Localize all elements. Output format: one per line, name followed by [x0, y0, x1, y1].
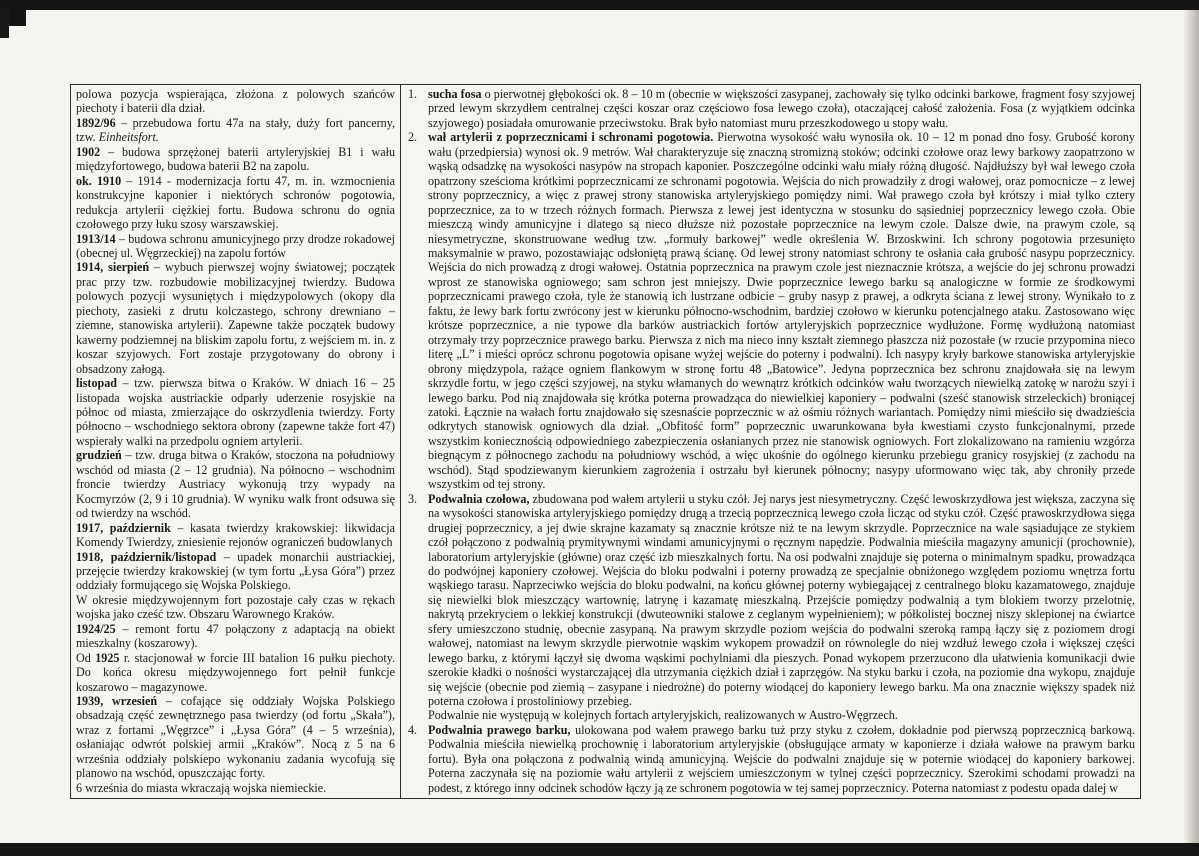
- numbered-item: [408, 130, 1135, 491]
- numbered-item: [408, 492, 1135, 723]
- scan-artifact-left-edge: [0, 8, 9, 38]
- scan-artifact-bottom-edge: [0, 843, 1199, 856]
- text-segment: Od: [76, 650, 96, 665]
- text-segment: 1917, październik: [76, 520, 171, 535]
- timeline-paragraph: [76, 694, 395, 781]
- timeline-paragraph: [76, 260, 395, 376]
- text-segment: r. stacjonował w forcie III batalion 16 pułku piechoty. Do końca okresu międzywojennego fort pełnił funkcje koszarowo – magazynowe.: [76, 650, 395, 694]
- item-paragraph: [428, 130, 1135, 491]
- text-segment: – cofające się oddziały Wojska Polskiego obsadzają część zewnętrznego pasa twierdzy (od fortu „Skała”), wraz z fortami „Węgrzce” i „Łysa Góra” (4 – 5 września), osłaniając odwrót polskiej armii „Kraków”. Nocą z 5 na 6 września oddziały polskiepo wykonaniu zadania wycofują się planowo na wschód, opuszczając forty.: [76, 694, 395, 781]
- text-segment: 1939, wrzesień: [76, 694, 158, 709]
- text-segment: 1918, październik/listopad: [76, 549, 217, 564]
- text-segment: – tzw. pierwsza bitwa o Kraków. W dniach 16 – 25 listopada wojska austriackie odparły uderzenie rosyjskie na północ od miasta, zmierzające do oskrzydlenia twierdzy. Forty północno – wschodniego sektora obrony (zapewne także fort 47) wspierały walki na przedpolu ogniem artylerii.: [76, 376, 395, 448]
- timeline-paragraph: [76, 145, 395, 174]
- text-segment: listopad: [76, 376, 117, 391]
- timeline-paragraph: [76, 232, 395, 261]
- text-segment: W okresie międzywojennym fort pozostaje cały czas w rękach wojska jako cześć tzw. Obszaru Warownego Kraków.: [76, 592, 395, 622]
- document-table: [70, 84, 1141, 799]
- text-segment: – 1914 - modernizacja fortu 47, m. in. wzmocnienia konstrukcyjne kaponier i niektórych schronów pogotowia, redukcja artylerii ciężkiej fortu. Budowa schronu do ognia czołowego przy łuku szosy warszawskiej.: [76, 173, 395, 232]
- timeline-paragraph: [76, 622, 395, 651]
- timeline-paragraph: [76, 521, 395, 550]
- item-body: [428, 492, 1135, 723]
- text-segment: Podwalnia prawego barku,: [428, 722, 571, 737]
- item-body: [428, 130, 1135, 491]
- text-segment: – upadek monarchii austriackiej, przejęcie twierdzy krakowskiej (w tym fortu „Łysa Góra”) przez oddziały formującego się Wojska Polskiego.: [76, 549, 395, 593]
- timeline-paragraph: [76, 87, 395, 116]
- text-segment: – przebudowa fortu 47a na stały, duży fort pancerny, tzw.: [76, 115, 395, 145]
- timeline-paragraph: [76, 593, 395, 622]
- timeline-paragraph: [76, 781, 395, 795]
- text-segment: 1925: [95, 650, 120, 665]
- text-segment: – wybuch pierwszej wojny światowej; początek prac przy tzw. rozbudowie mobilizacyjnej twierdzy. Budowa polowych pozycji wysuniętych i międzypolowych (okopy dla piechoty, zasieki z drutu kolczastego, schrony drewniano – ziemne, stanowiska artylerii). Zapewne także początek budowy kawerny podziemnej na bliskim zapolu fortu, z wejściem m. in. z koszar szyjowych. Fort zostaje przygotowany do obrony i obsadzony załogą.: [76, 260, 395, 376]
- text-segment: – budowa schronu amunicyjnego przy drodze rokadowej (obecnej ul. Węgrzeckiej) na zapolu fortów: [76, 231, 395, 260]
- timeline-paragraph: [76, 116, 395, 145]
- item-paragraph: [428, 492, 1135, 709]
- scan-artifact-right-edge: [1183, 10, 1199, 843]
- text-segment: Podwalnie nie występują w kolejnych fortach artyleryjskich, realizowanych w Austro-Węgrzech.: [428, 708, 898, 723]
- scan-artifact-top-edge: [0, 0, 1199, 10]
- item-number: 3.: [408, 491, 418, 506]
- timeline-paragraph: [76, 550, 395, 593]
- numbered-item: [408, 87, 1135, 130]
- text-segment: wał artylerii z poprzecznicami i schronami pogotowia.: [428, 130, 714, 145]
- text-segment: 1924/25: [76, 621, 116, 636]
- text-segment: o pierwotnej głębokości ok. 8 – 10 m (obecnie w większości zasypanej, zachowały się tylko odcinki barkowe, fragment fosy szyjowej przed lewym skrzydłem centralnej części koszar oraz częściowo fosa lewego czoła), otaczającej całość założenia. Fosa (z wyjątkiem odcinka szyjowego) posiadała omurowanie przeciwstoku. Brak było natomiast muru przeszkodowego u stopy wału.: [428, 87, 1135, 130]
- timeline-paragraph: [76, 174, 395, 232]
- text-segment: sucha fosa: [428, 87, 482, 101]
- text-segment: – budowa sprzężonej baterii artyleryjskiej B1 i wału międzyfortowego, budowa baterii B2 na zapolu.: [76, 144, 395, 174]
- text-segment: 6 września do miasta wkraczają wojska niemieckie.: [76, 780, 327, 795]
- item-paragraph: [428, 723, 1135, 795]
- item-paragraph: [428, 708, 1135, 722]
- text-segment: – remont fortu 47 połączony z adaptacją na obiekt mieszkalny (koszarowy).: [76, 621, 395, 651]
- text-segment: 1914, sierpień: [76, 260, 150, 275]
- text-segment: 1902: [76, 144, 101, 159]
- text-segment: Pierwotna wysokość wału wynosiła ok. 10 – 12 m ponad dno fosy. Grubość korony wału (przedpiersia) wynosi ok. 9 metrów. Wał charakteryzuje się znaczną stromizną stoków; odcinki czołowe oraz lewy barkowy zaopatrzono w wąską odsadzkę na wysokości nasypów na stropach kaponier. Poszczególne odcinki wału miały różną długość. Najdłuższy był wał lewego czoła opatrzony sześcioma krótkimi poprzecznicami ze schronami pogotowia. Wejścia do nich prowadziły z drogi wałowej, oraz pomocnicze – z lewej strony poprzecznicy, a więc z prawej strony stanowiska artyleryjskiego pomiędzy nimi. Wał prawego czoła był krótszy i miał tylko cztery poprzecznice, za to w trzech różnych formach. Pierwsza z lewej jest identyczna w stosunku do sąsiedniej poprzecznicy lewego czoła. Obie mieszczą windy amunicyjne i dlatego są nieco dłuższe niż pozostałe poprzecznice na lewym czole. Dalsze dwie, na prawym czole, są niesymetryczne, skonstruowane według tzw. „formuły barkowej” wedle określenia W. Brzoskwini. Ich schrony pogotowia przesunięto maksymalnie w prawo, pozostawiając odsłoniętą prawą ścianę. Od lewej strony natomiast schrony te osłania cała grubość nasypu poprzecznicy. Wejścia do nich prowadzą z drogi wałowej. Ostatnia poprzecznica na prawym czole jest nieznacznie krótsza, a wejście do jej schronu prowadzi wprost ze stanowiska ogniowego; sam schron jest mniejszy. Dwie poprzecznice lewego barku są analogiczne w formie ze środkowymi poprzecznicami prawego czoła, tyle że stanowią ich lustrzane odbicie – gruby nasyp z prawej, a odkryta ściana z lewej strony. Wynikało to z faktu, że lewy bark fortu zwrócony jest w kierunku północno-wschodnim, bardziej czołowo w kierunku potencjalnego ataku. Zastosowano więc krótsze poprzecznice, a nie typowe dla barków austriackich fortów artyleryjskich poprzecznice wydłużone. Formę wydłużoną natomiast otrzymały trzy poprzecznice prawego barku. Pierwsza z nich ma nieco inny kształt ziemnego płaszcza niż pozostałe (w rzucie przypomina nieco literę „L” i mieści oprócz schronu pogotowia opisane wyżej wejście do poterny i podwalni). Ich nasypy kryły barkowe stanowiska artyleryjskie obrony międzypola, rażące ogniem flankowym w stronę fortu 48 „Batowice”. Jedyna poprzecznica bez schronu znajdowała się na lewym skrzydle fortu, w jego części szyjowej, na styku włamanych do wewnątrz krótkich odcinków wału tworzących niewielką zatokę w narożu szyi i lewego barku. Pod nią znajdowała się krótka poterna prowadząca do niewielkiej kaponiery – podwalni (sześć stanowisk strzeleckich) broniącej zatoki. Łącznie na wałach fortu znajdowało się szesnaście poprzecznic w aż ośmiu różnych wariantach. Pomiędzy nimi mieściło się dwadzieścia odkrytych stanowisk ogniowych dla dział. „Obfitość form” poprzecznic uwarunkowana była kwestiami czysto funkcjonalnymi, przede wszystkim koniecznością odpowiedniego zabezpieczenia osłanianych przez nie stanowisk ogniowych. Fort zlokalizowano na ramieniu wzgórza biegnącym z północnego zachodu na południowy wschód, a więc ukośnie do ogólnego kierunku przebiegu granicy rosyjskiej (z zachodu na wschód). Stąd spodziewanym kierunkiem zagrożenia i ostrzału był kierunek północny; nasypy uformowano więc tak, aby chroniły przede wszystkim od tej strony.: [428, 130, 1135, 492]
- text-segment: 1892/96: [76, 115, 116, 130]
- timeline-paragraph: [76, 376, 395, 448]
- text-segment: polowa pozycja wspierająca, złożona z polowych szańców piechoty i baterii dla dział.: [76, 87, 395, 116]
- item-body: [428, 87, 1135, 130]
- item-paragraph: [428, 87, 1135, 130]
- text-segment: grudzień: [76, 448, 122, 463]
- timeline-paragraph: [76, 651, 395, 694]
- left-column-timeline: [70, 84, 401, 799]
- item-number: 4.: [408, 722, 418, 737]
- numbered-item: [408, 723, 1135, 795]
- text-segment: – kasata twierdzy krakowskiej: likwidacja Komendy Twierdzy, zniesienie rejonów ograniczeń budowlanych: [76, 520, 395, 550]
- right-column-numbered-list: [400, 84, 1141, 799]
- text-segment: zbudowana pod wałem artylerii u styku czół. Jej narys jest niesymetryczny. Część lewoskrzydłowa jest większa, zaczyna się na wysokości stanowiska artyleryjskiego pomiędzy drugą a trzecią poprzecznicą lewego czoła licząc od styku czół. Część prawoskrzydłowa sięga drugiej poprzecznicy, a jej dwie skrajne kazamaty są znacznie krótsze niż te na lewym skrzydle. Poprzecznice na wale sąsiadujące ze stykiem czół połączono z podwalnią prymitywnymi windami amunicyjnymi o ręcznym napędzie. Podwalnia mieściła magazyny amunicji (prochownie), laboratorium artyleryjskie (główne) oraz część izb mieszkalnych fortu. Na osi podwalni znajduje się poterna o minimalnym spadku, prowadząca do podwójnej kaponiery czołowej. Wejścia do bloku podwalni i poterny prowadzą ze specjalnie obniżonego względem poziomu wnętrza fortu wąskiego tarasu. Naprzeciwko wejścia do bloku podwalni, na końcu głównej poterny wybiegającej z centralnego bloku kazamatowego, znajduje się niewielki blok mieszczący wartownię, latrynę i kazamatę mieszkalną. Przejście pomiędzy podwalnią a tym blokiem tworzy przelotnię, nakrytą przekryciem o lekkiej konstrukcji (dwuteowniki stalowe z ceglanym wypełnieniem); w półkolistej bocznej niszy sklepionej na ćwiartce sfery umieszczono studnię, obecnie zasypaną. Na prawym skrzydle poziom wejścia do podwalni szeroką rampą łączy się z poziomem drogi wałowej, natomiast na lewym skrzydle pierwotnie wąskim wykopem prowadził on równolegle do niej wzdłuż lewego czoła i większej części lewego barku, z którymi łączył się dwoma wąskimi pochylniami dla pieszych. Ponad wykopem przerzucono dla ułatwienia komunikacji dwie szerokie kładki o nośności wystarczającej dla utrzymania ciężkich dział i zaprzęgów. Na styku barku i czoła, na poziomie dna wykopu, znajduje się wejście (obecnie pod ziemią – zasypane i niedrożne) do poterny wiodącej do kaponiery lewego barku. Ma ona znacznie większy spadek niż poterna czołowa i prostoliniowy przebieg.: [428, 491, 1135, 709]
- text-segment: ok. 1910: [76, 173, 122, 188]
- text-segment: Podwalnia czołowa,: [428, 491, 530, 506]
- text-segment: Einheitsfort.: [98, 130, 159, 145]
- item-number: 1.: [408, 87, 418, 101]
- text-segment: ulokowana pod wałem prawego barku tuż przy styku z czołem, dokładnie pod pierwszą poprzecznicą barkową. Podwalnia mieściła niewielką prochownię i laboratorium artyleryjskie (obsługujące armaty w kaponierze i działa wałowe na prawym barku fortu). Była ona połączona z podwalnią windą amunicyjną. Wejście do podwalni znajduje się w poternie wiodącej do kaponiery barkowej. Poterna zaczynała się na poziomie wału artylerii z wejściem umieszczonym w tylnej części poprzecznicy. Szerokimi schodami prowadzi na podest, z którego inny odcinek schodów łączy ją ze schronem pogotowia w tej samej poprzecznicy. Poterna natomiast z podestu opada dalej w: [428, 722, 1135, 795]
- text-segment: – tzw. druga bitwa o Kraków, stoczona na południowy wschód od miasta (2 – 12 grudnia). Na północno – wschodnim froncie twierdzy Austriacy wykonują trzy wypady na Kocmyrzów (2, 9 i 10 grudnia). W wyniku walk front odsuwa się od twierdzy na wschód.: [76, 448, 395, 521]
- timeline-paragraph: [76, 448, 395, 520]
- item-number: 2.: [408, 130, 418, 145]
- text-segment: 1913/14: [76, 231, 116, 246]
- item-body: [428, 723, 1135, 795]
